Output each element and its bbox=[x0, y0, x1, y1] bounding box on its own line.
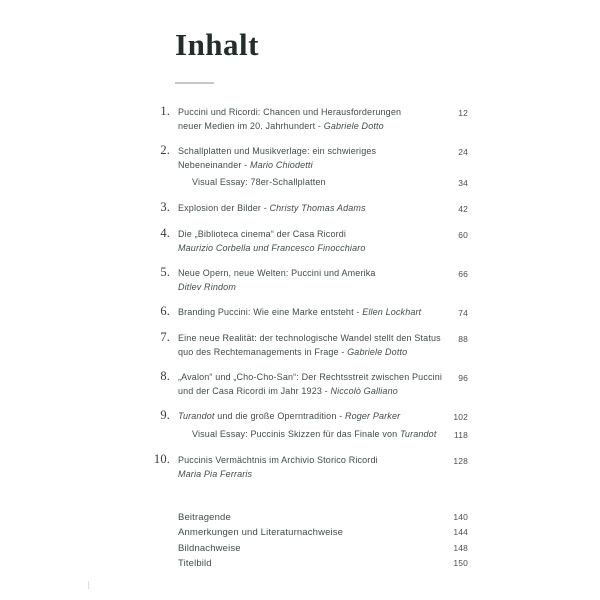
toc-italic-run: Gabriele Dotto bbox=[347, 346, 408, 357]
backmatter-page: 150 bbox=[453, 557, 468, 568]
toc-entry-title bbox=[170, 106, 440, 133]
toc-entry-page: 96 bbox=[458, 373, 468, 383]
toc-italic-run: Gabriele Dotto bbox=[323, 120, 384, 131]
toc-italic-run: Christy Thomas Adams bbox=[269, 203, 366, 213]
backmatter-page: 144 bbox=[453, 527, 468, 538]
toc-entry-line bbox=[178, 410, 440, 424]
toc-entry-page: 12 bbox=[458, 108, 468, 118]
toc-entry-number: 9. bbox=[160, 407, 170, 422]
backmatter-label: Anmerkungen und Literaturnachweise bbox=[178, 527, 344, 539]
toc-entry-line bbox=[178, 346, 440, 360]
backmatter-label: Bildnachweise bbox=[178, 542, 241, 554]
toc-entry bbox=[150, 368, 468, 398]
toc-text-run: Visual Essay: 78er-Schallplatten bbox=[192, 177, 326, 187]
toc-text-run: Puccini und Ricordi: Chancen und Herausforderungen bbox=[178, 107, 402, 117]
toc-entry bbox=[150, 407, 468, 424]
toc-italic-run: Turandot bbox=[178, 411, 215, 421]
toc-entry-page: 24 bbox=[458, 147, 468, 157]
toc-text-run: neuer Medien im 20. Jahrhundert - bbox=[178, 120, 324, 131]
contents-page bbox=[150, 0, 468, 571]
toc-entry-number: 2. bbox=[160, 142, 170, 157]
toc-entry-line bbox=[178, 332, 440, 346]
toc-entry-title bbox=[170, 371, 443, 398]
toc-text-run: Schallplatten und Musikverlage: ein schwieriges bbox=[178, 146, 377, 156]
toc-entry-page: 60 bbox=[458, 230, 468, 240]
toc-entry-line bbox=[178, 145, 440, 159]
backmatter-page: 140 bbox=[453, 512, 468, 522]
toc-entry-page: 74 bbox=[458, 308, 468, 318]
backmatter-row bbox=[150, 525, 468, 540]
toc-entry-title bbox=[170, 202, 440, 216]
backmatter-list bbox=[150, 510, 468, 571]
toc-entry-line bbox=[192, 176, 440, 190]
toc-entry-page: 118 bbox=[453, 430, 468, 440]
toc-italic-run: Turandot bbox=[399, 429, 437, 439]
backmatter-label: Beitragende bbox=[178, 512, 231, 523]
toc-entry-line bbox=[178, 468, 440, 482]
toc-text-run: und der Casa Ricordi im Jahr 1923 - bbox=[178, 385, 331, 396]
toc-entry bbox=[150, 329, 468, 359]
toc-entry-page: 34 bbox=[458, 178, 468, 188]
toc-entry-number: 3. bbox=[160, 199, 170, 214]
toc-entry-number: 8. bbox=[160, 368, 170, 383]
toc-entry bbox=[150, 428, 468, 442]
toc-entry-number: 7. bbox=[160, 329, 170, 344]
toc-entry-page: 128 bbox=[453, 456, 468, 466]
toc-italic-run: Maria Pia Ferraris bbox=[178, 468, 253, 479]
toc-entry-title bbox=[170, 228, 440, 255]
toc-entry-number: 6. bbox=[160, 303, 170, 318]
toc-entry-number: 5. bbox=[160, 264, 170, 279]
toc-entry-title bbox=[170, 176, 440, 190]
backmatter-row bbox=[150, 541, 468, 556]
backmatter-page: 148 bbox=[453, 542, 468, 553]
toc-text-run: Branding Puccini: Wie eine Marke entsteht - bbox=[178, 307, 363, 317]
toc-text-run: Eine neue Realität: der technologische Wandel stellt den Status bbox=[178, 333, 441, 343]
toc-entry-title bbox=[170, 332, 440, 359]
toc-text-run: quo des Rechtemanagements in Frage - bbox=[178, 346, 348, 357]
toc-entry-number: 1. bbox=[160, 103, 170, 118]
toc-text-run: Die „Biblioteca cinema“ der Casa Ricordi bbox=[178, 229, 347, 239]
toc-text-run: Visual Essay: Puccinis Skizzen für das Finale von bbox=[192, 429, 400, 439]
toc-entry-line bbox=[178, 106, 440, 120]
toc-entry-line bbox=[178, 159, 440, 173]
toc-entry bbox=[150, 225, 468, 255]
toc-entry bbox=[150, 142, 468, 172]
toc-entry-page: 42 bbox=[458, 204, 468, 214]
toc-italic-run: Maurizio Corbella und Francesco Finocchiaro bbox=[178, 242, 366, 253]
toc-entry-line bbox=[178, 306, 440, 320]
toc-entry-page: 66 bbox=[458, 269, 468, 279]
toc-entry-line bbox=[178, 242, 440, 256]
toc-entry-page: 102 bbox=[453, 412, 468, 422]
toc-italic-run: Mario Chiodetti bbox=[249, 159, 313, 170]
toc-entry-line bbox=[178, 202, 440, 216]
toc-entry bbox=[150, 199, 468, 216]
toc-entry-title bbox=[170, 145, 440, 172]
toc-text-run: und die große Operntradition - bbox=[214, 411, 345, 421]
backmatter-label: Titelbild bbox=[178, 557, 212, 569]
toc-entry-line bbox=[178, 385, 440, 399]
page-title: Inhalt bbox=[175, 27, 259, 62]
toc-entry-title bbox=[170, 410, 440, 424]
toc-entry-title bbox=[170, 267, 440, 294]
toc-list bbox=[150, 103, 468, 481]
toc-entry bbox=[150, 303, 468, 320]
toc-text-run: Neue Opern, neue Welten: Puccini und Amerika bbox=[178, 268, 376, 278]
toc-entry-line bbox=[178, 267, 440, 281]
toc-entry-number: 10. bbox=[153, 451, 170, 466]
toc-text-run: Explosion der Bilder - bbox=[178, 203, 270, 213]
toc-italic-run: Niccolò Galliano bbox=[330, 385, 398, 396]
toc-text-run: Puccinis Vermächtnis im Archivio Storico Ricordi bbox=[178, 455, 378, 465]
backmatter-row bbox=[150, 510, 468, 525]
toc-entry-line bbox=[178, 281, 440, 295]
toc-entry-line bbox=[178, 120, 440, 134]
title-divider bbox=[175, 82, 214, 84]
toc-entry-page: 88 bbox=[458, 334, 468, 344]
toc-entry-line bbox=[178, 228, 440, 242]
toc-entry bbox=[150, 451, 468, 481]
toc-italic-run: Ditlev Rindom bbox=[178, 281, 236, 292]
toc-italic-run: Roger Parker bbox=[344, 411, 401, 421]
toc-entry-title bbox=[170, 428, 440, 442]
backmatter-row bbox=[150, 556, 468, 571]
toc-entry-title bbox=[170, 454, 440, 481]
toc-entry-title bbox=[170, 306, 440, 320]
toc-entry bbox=[150, 103, 468, 133]
toc-italic-run: Ellen Lockhart bbox=[362, 307, 422, 317]
toc-text-run: Nebeneinander - bbox=[178, 159, 250, 170]
toc-entry-number: 4. bbox=[160, 225, 170, 240]
toc-entry-line bbox=[178, 371, 443, 385]
page-fold-mark bbox=[88, 581, 89, 589]
toc-entry-line bbox=[178, 454, 440, 468]
toc-entry-line bbox=[192, 428, 440, 442]
toc-entry bbox=[150, 176, 468, 190]
toc-entry bbox=[150, 264, 468, 294]
toc-text-run: „Avalon“ und „Cho-Cho-San“: Der Rechtsstreit zwischen Puccini bbox=[178, 372, 443, 382]
